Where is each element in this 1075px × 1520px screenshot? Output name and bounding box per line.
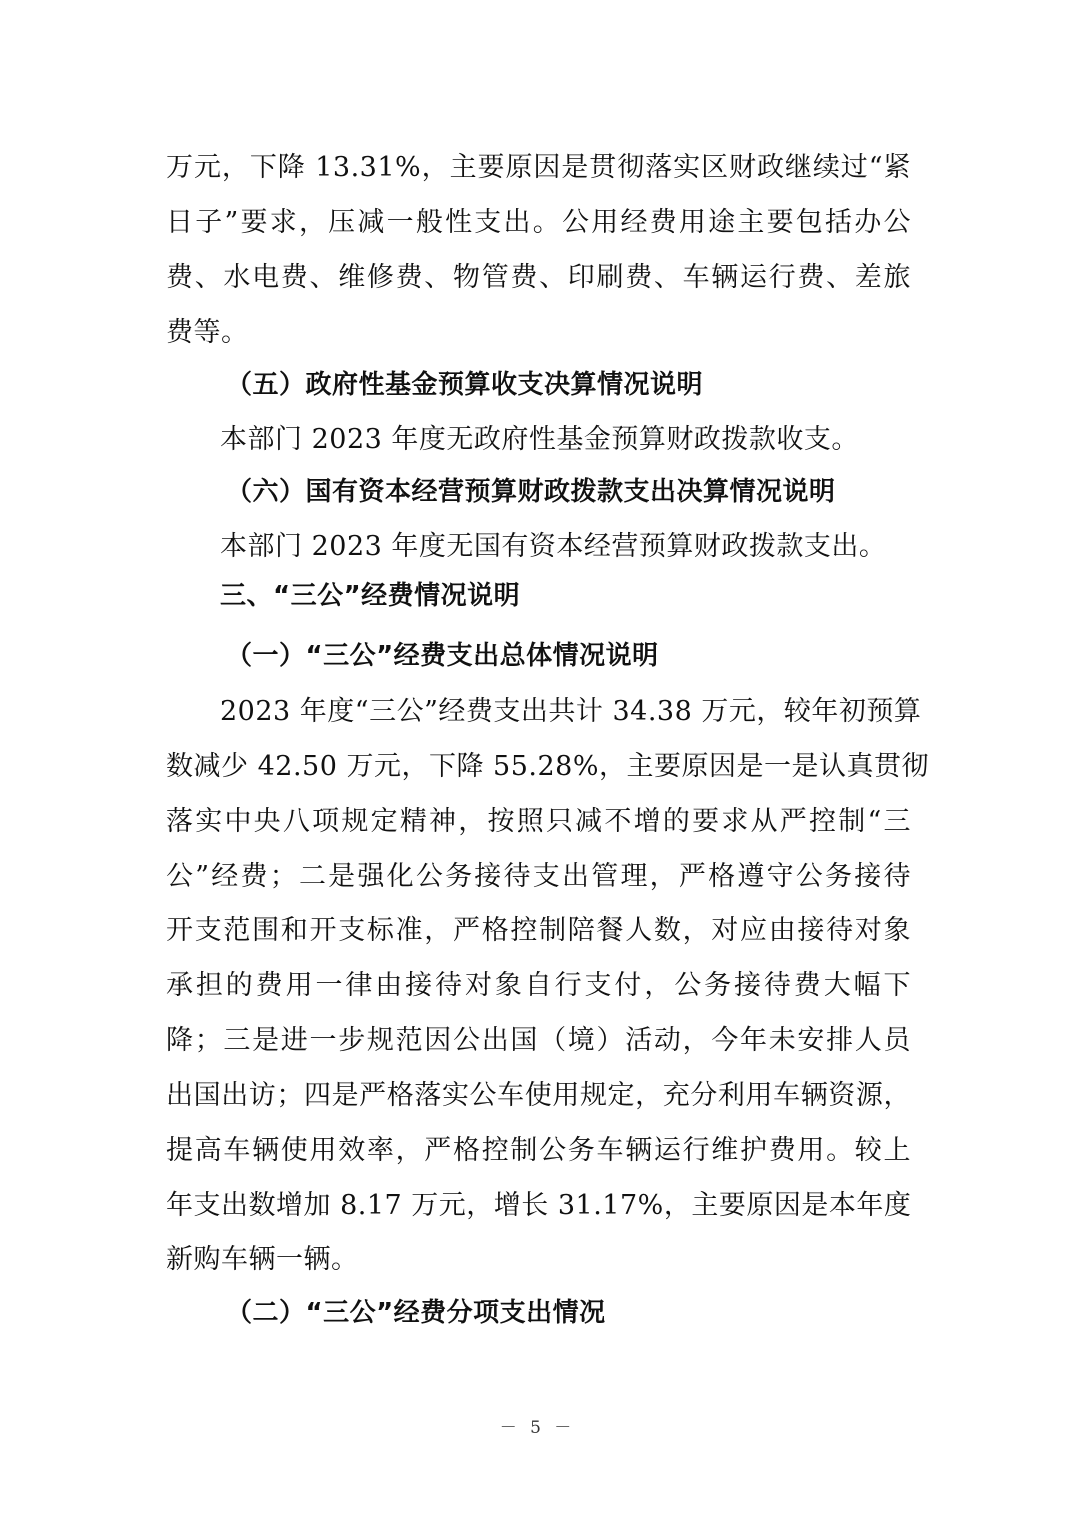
paragraph-line: 降；三是进一步规范因公出国（境）活动，今年未安排人员 [166,1025,911,1056]
paragraph-line: 2023 年度“三公”经费支出共计 34.38 万元，较年初预算 [220,696,922,727]
section-heading: （六）国有资本经营预算财政拨款支出决算情况说明 [226,477,836,507]
paragraph-line: 数减少 42.50 万元，下降 55.28%，主要原因是一是认真贯彻 [166,751,929,782]
section-heading: （一）“三公”经费支出总体情况说明 [226,641,659,671]
section-body: 本部门 2023 年度无政府性基金预算财政拨款收支。 [220,424,859,455]
paragraph-line: 提高车辆使用效率，严格控制公务车辆运行维护费用。较上 [166,1135,911,1166]
paragraph-line: 年支出数增加 8.17 万元，增长 31.17%，主要原因是本年度 [166,1190,912,1221]
paragraph-line: 开支范围和开支标准，严格控制陪餐人数，对应由接待对象 [166,915,911,946]
paragraph-line: 新购车辆一辆。 [166,1244,359,1275]
paragraph-line: 费、水电费、维修费、物管费、印刷费、车辆运行费、差旅 [166,262,911,293]
section-heading: （二）“三公”经费分项支出情况 [226,1298,606,1328]
paragraph-line: 落实中央八项规定精神，按照只减不增的要求从严控制“三 [166,806,911,837]
paragraph-line: 万元，下降 13.31%，主要原因是贯彻落实区财政继续过“紧 [166,152,911,183]
page-number: － 5 － [499,1418,576,1438]
section-body: 本部门 2023 年度无国有资本经营预算财政拨款支出。 [220,531,887,562]
paragraph-line: 承担的费用一律由接待对象自行支付，公务接待费大幅下 [166,970,911,1001]
section-heading: （五）政府性基金预算收支决算情况说明 [226,370,704,400]
paragraph-line: 日子”要求，压减一般性支出。公用经费用途主要包括办公 [166,207,911,238]
paragraph-line: 公”经费；二是强化公务接待支出管理，严格遵守公务接待 [166,861,911,892]
paragraph-line: 费等。 [166,317,249,348]
paragraph-line: 出国出访；四是严格落实公车使用规定，充分利用车辆资源， [166,1080,911,1111]
chapter-heading: 三、“三公”经费情况说明 [220,581,521,611]
